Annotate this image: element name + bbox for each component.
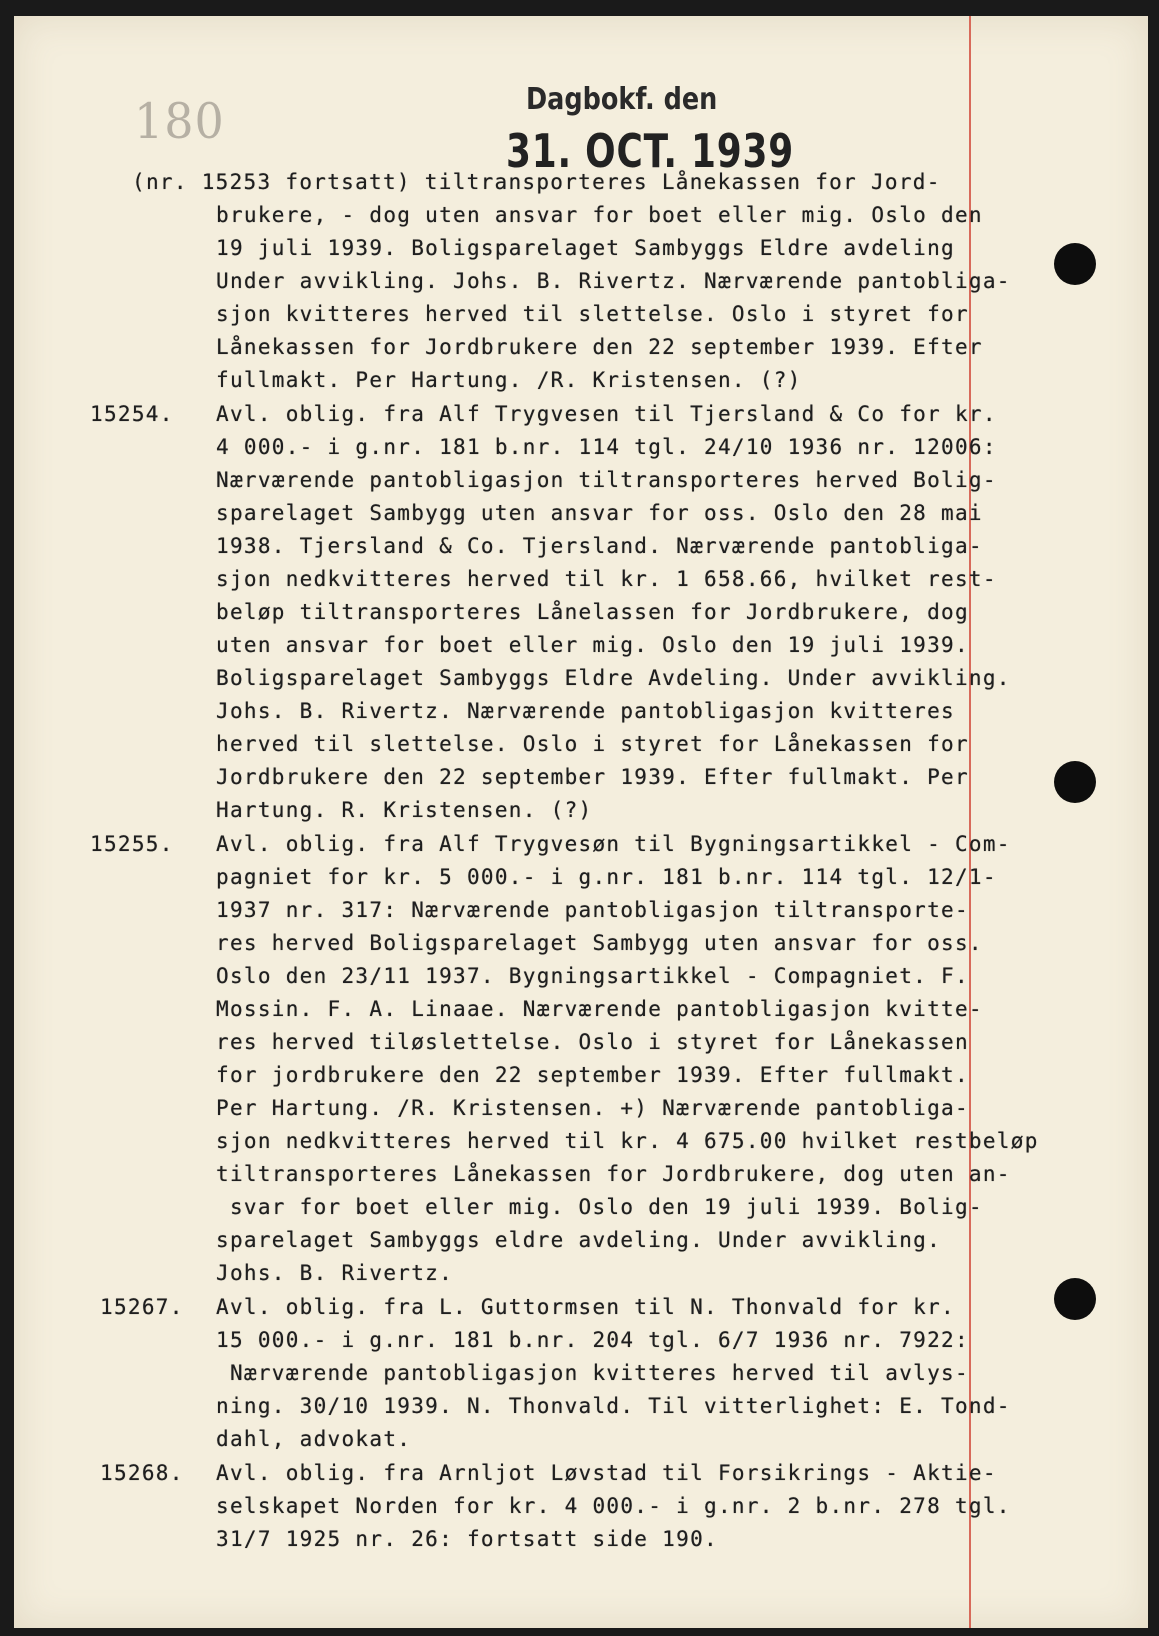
entry-line: for jordbrukere den 22 september 1939. Efter fullmakt.	[216, 1063, 969, 1087]
entry-line: Nærværende pantobligasjon tiltransporteres herved Bolig-	[216, 468, 997, 492]
entry-line: ning. 30/10 1939. N. Thonvald. Til vitterlighet: E. Tond-	[216, 1394, 1011, 1418]
entry-line: Mossin. F. A. Linaae. Nærværende pantobligasjon kvitte-	[216, 997, 983, 1021]
entry-line: pagniet for kr. 5 000.- i g.nr. 181 b.nr. 114 tgl. 12/1-	[216, 865, 997, 889]
entry-line: tiltransporteres Lånekassen for Jordbrukere, dog uten an-	[216, 1162, 1011, 1186]
entry-line: 4 000.- i g.nr. 181 b.nr. 114 tgl. 24/10 1936 nr. 12006:	[216, 435, 997, 459]
entry-line: sparelaget Sambyggs eldre avdeling. Under avvikling.	[216, 1228, 942, 1252]
entry-line: (nr. 15253 fortsatt) tiltransporteres Lånekassen for Jord-	[132, 170, 941, 194]
entry-number: 15267.	[100, 1295, 184, 1319]
entry-line: sjon nedkvitteres herved til kr. 4 675.00 hvilket restbeløp	[216, 1129, 1039, 1153]
margin-rule	[969, 16, 971, 1628]
entry-line: 1937 nr. 317: Nærværende pantobligasjon tiltransporte-	[216, 898, 969, 922]
entry-line: Hartung. R. Kristensen. (?)	[216, 798, 593, 822]
ledger-page	[14, 16, 1148, 1628]
entry-line: Oslo den 23/11 1937. Bygningsartikkel - Compagniet. F.	[216, 964, 969, 988]
entry-line: sjon nedkvitteres herved til kr. 1 658.66, hvilket rest-	[216, 567, 997, 591]
entry-line: Nærværende pantobligasjon kvitteres herved til avlys-	[216, 1361, 969, 1385]
punch-hole-icon	[1054, 1278, 1096, 1320]
entry-line: Lånekassen for Jordbrukere den 22 september 1939. Efter	[216, 335, 983, 359]
entry-number: 15255.	[90, 832, 174, 856]
entry-line: Avl. oblig. fra Arnljot Løvstad til Forsikrings - Aktie-	[216, 1461, 997, 1485]
entry-line: beløp tiltransporteres Lånelassen for Jordbrukere, dog	[216, 600, 969, 624]
punch-hole-icon	[1054, 761, 1096, 803]
entry-line: 31/7 1925 nr. 26: fortsatt side 190.	[216, 1527, 718, 1551]
date-stamp-label: Dagbokf. den	[526, 82, 718, 117]
entry-line: res herved tiløslettelse. Oslo i styret for Lånekassen	[216, 1030, 969, 1054]
entry-line: Jordbrukere den 22 september 1939. Efter fullmakt. Per	[216, 765, 969, 789]
entry-line: res herved Boligsparelaget Sambygg uten ansvar for oss.	[216, 931, 983, 955]
page-number: 180	[134, 92, 225, 150]
entry-line: dahl, advokat.	[216, 1427, 412, 1451]
entry-number: 15268.	[100, 1461, 184, 1485]
entry-line: Johs. B. Rivertz. Nærværende pantobligasjon kvitteres	[216, 699, 955, 723]
entry-number: 15254.	[90, 402, 174, 426]
entry-line: Boligsparelaget Sambyggs Eldre Avdeling. Under avvikling.	[216, 666, 1011, 690]
entry-line: uten ansvar for boet eller mig. Oslo den 19 juli 1939.	[216, 633, 969, 657]
entry-line: 19 juli 1939. Boligsparelaget Sambyggs Eldre avdeling	[216, 236, 955, 260]
entry-line: Avl. oblig. fra Alf Trygvesøn til Bygningsartikkel - Com-	[216, 832, 1011, 856]
entry-line: selskapet Norden for kr. 4 000.- i g.nr. 2 b.nr. 278 tgl.	[216, 1494, 1011, 1518]
entry-line: sparelaget Sambygg uten ansvar for oss. Oslo den 28 mai	[216, 501, 983, 525]
entry-line: Johs. B. Rivertz.	[216, 1261, 454, 1285]
entry-line: herved til slettelse. Oslo i styret for Lånekassen for	[216, 732, 969, 756]
entry-line: brukere, - dog uten ansvar for boet eller mig. Oslo den	[216, 203, 983, 227]
entry-line: 15 000.- i g.nr. 181 b.nr. 204 tgl. 6/7 1936 nr. 7922:	[216, 1328, 969, 1352]
entry-line: Per Hartung. /R. Kristensen. +) Nærværende pantobliga-	[216, 1096, 969, 1120]
entry-line: fullmakt. Per Hartung. /R. Kristensen. (?)	[216, 368, 802, 392]
entry-line: Under avvikling. Johs. B. Rivertz. Nærværende pantobliga-	[216, 269, 1011, 293]
punch-hole-icon	[1054, 243, 1096, 285]
date-stamp-date: 31. OCT. 1939	[506, 124, 795, 178]
entry-line: sjon kvitteres herved til slettelse. Oslo i styret for	[216, 302, 969, 326]
entry-line: Avl. oblig. fra L. Guttormsen til N. Thonvald for kr.	[216, 1295, 955, 1319]
entry-line: 1938. Tjersland & Co. Tjersland. Nærværende pantobliga-	[216, 534, 983, 558]
entry-line: svar for boet eller mig. Oslo den 19 juli 1939. Bolig-	[216, 1195, 983, 1219]
entry-line: Avl. oblig. fra Alf Trygvesen til Tjersland & Co for kr.	[216, 402, 997, 426]
